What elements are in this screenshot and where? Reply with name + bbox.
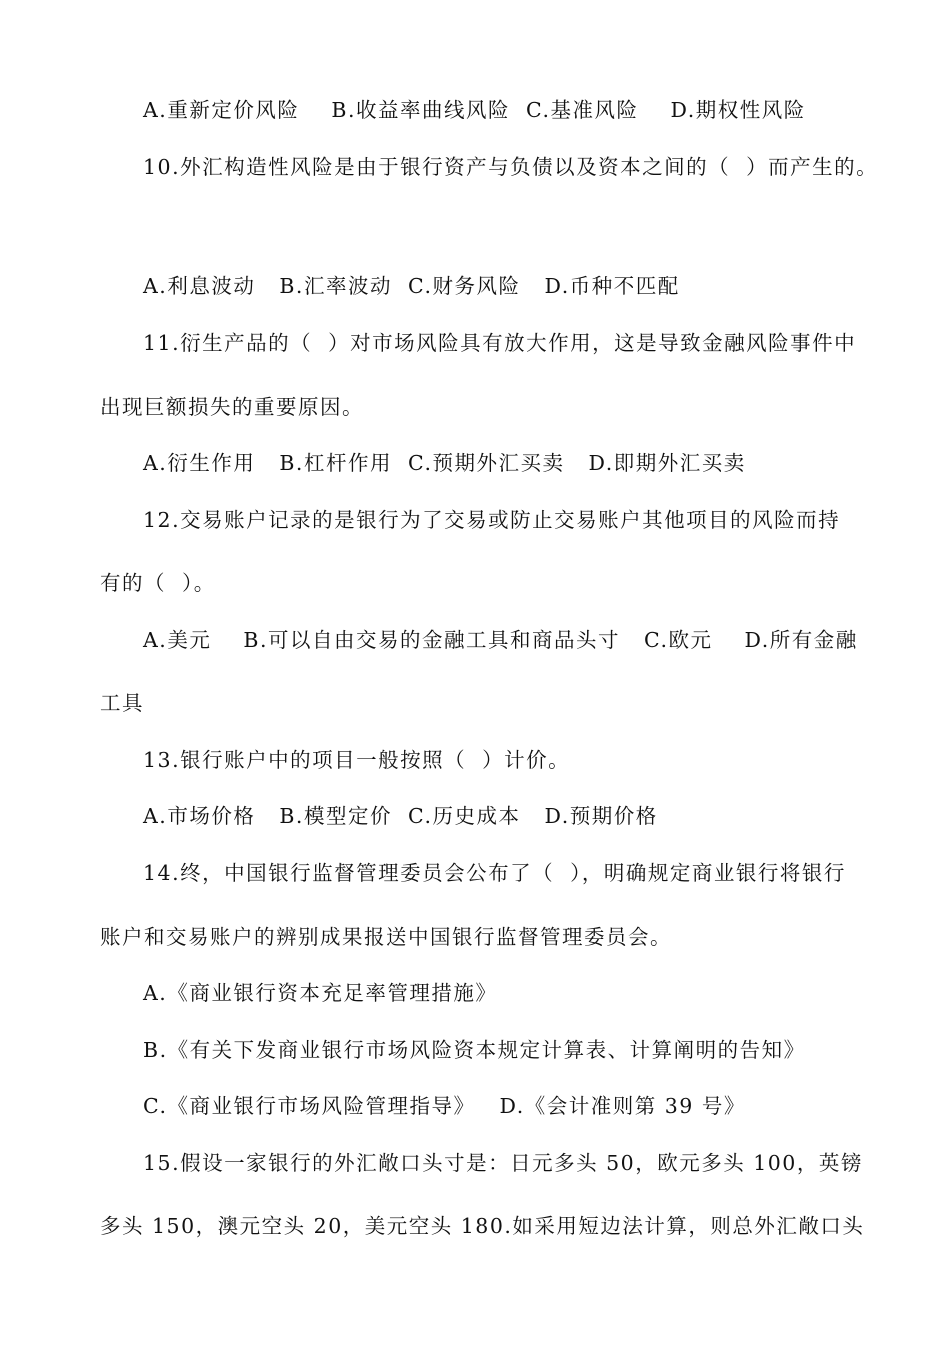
q13-options: A.市场价格 B.模型定价 C.历史成本 D.预期价格	[143, 804, 658, 828]
q15-stem-continued: 多头 150，澳元空头 20，美元空头 180.如采用短边法计算，则总外汇敞口头	[100, 1214, 865, 1238]
q14-option-a: A.《商业银行资本充足率管理措施》	[143, 981, 498, 1005]
q12-options: A.美元 B.可以自由交易的金融工具和商品头寸 C.欧元 D.所有金融	[143, 628, 858, 652]
q11-stem: 11.衍生产品的（ ）对市场风险具有放大作用，这是导致金融风险事件中	[143, 331, 857, 355]
q10-stem: 10.外汇构造性风险是由于银行资产与负债以及资本之间的（ ）而产生的。	[143, 155, 879, 179]
q14-option-b: B.《有关下发商业银行市场风险资本规定计算表、计算阐明的告知》	[143, 1038, 806, 1062]
q11-stem-continued: 出现巨额损失的重要原因。	[100, 395, 364, 419]
q11-options: A.衍生作用 B.杠杆作用 C.预期外汇买卖 D.即期外汇买卖	[143, 451, 746, 475]
q14-stem-continued: 账户和交易账户的辨别成果报送中国银行监督管理委员会。	[100, 925, 672, 949]
q15-stem: 15.假设一家银行的外汇敞口头寸是：日元多头 50，欧元多头 100，英镑	[143, 1151, 863, 1175]
q12-stem-continued: 有的（ ）。	[100, 571, 216, 595]
q12-stem: 12.交易账户记录的是银行为了交易或防止交易账户其他项目的风险而持	[143, 508, 841, 532]
q9-options: A.重新定价风险 B.收益率曲线风险 C.基准风险 D.期权性风险	[143, 98, 806, 122]
q10-options: A.利息波动 B.汇率波动 C.财务风险 D.币种不匹配	[143, 274, 680, 298]
q14-option-c-d: C.《商业银行市场风险管理指导》 D.《会计准则第 39 号》	[143, 1094, 746, 1118]
q13-stem: 13.银行账户中的项目一般按照（ ）计价。	[143, 748, 571, 772]
q14-stem: 14.终，中国银行监督管理委员会公布了（ ），明确规定商业银行将银行	[143, 861, 846, 885]
q12-options-continued: 工具	[100, 691, 144, 715]
